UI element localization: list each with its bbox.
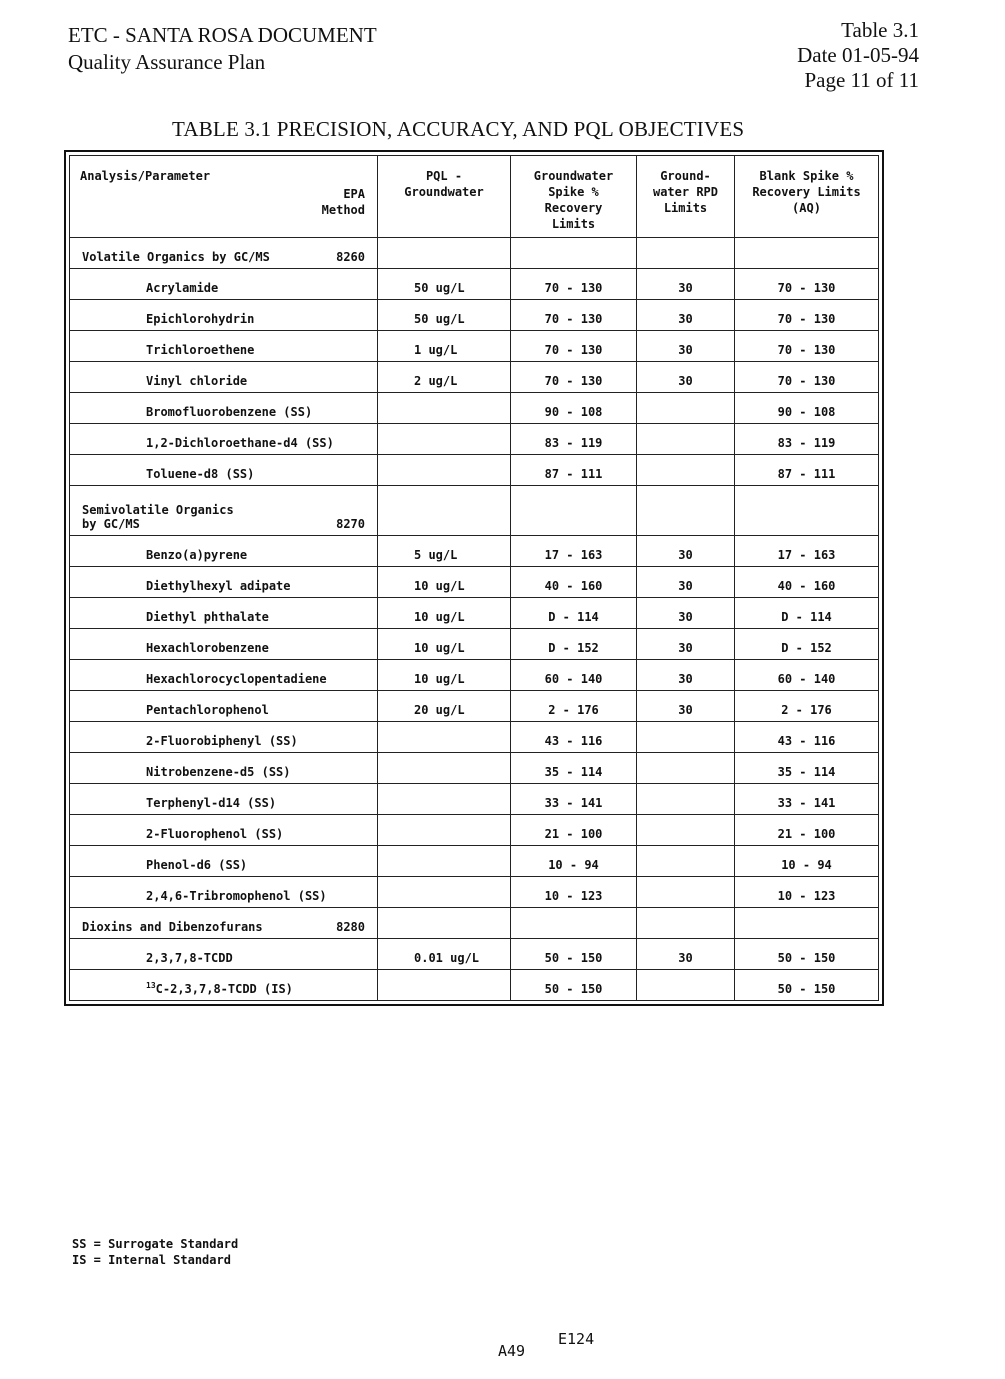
footnote-ss: SS = Surrogate Standard [72, 1237, 239, 1251]
pql-cell: 50 ug/L [378, 269, 511, 300]
table-row [70, 970, 879, 1001]
header-gw-line1: Groundwater [533, 169, 614, 183]
header-gw-spike [511, 156, 637, 238]
gw-cell: 70 - 130 [511, 362, 637, 393]
gw-cell: 10 - 123 [511, 877, 637, 908]
table-row [70, 660, 879, 691]
pql-cell [378, 424, 511, 455]
table-number: Table 3.1 [841, 18, 919, 42]
header-epa-line: EPA [343, 187, 365, 201]
pql-cell: 20 ug/L [378, 691, 511, 722]
document-subtitle: Quality Assurance Plan [68, 50, 266, 74]
blank-cell: 10 - 94 [735, 846, 879, 877]
header-rpd-line2: water RPD [652, 185, 719, 199]
footnotes [72, 1236, 238, 1268]
gw-cell: 83 - 119 [511, 424, 637, 455]
header-pql-line1: PQL - [425, 169, 463, 183]
document-header-left [68, 22, 377, 76]
blank-cell: D - 152 [735, 629, 879, 660]
pql-cell: 10 ug/L [378, 629, 511, 660]
header-gw-line3: Recovery [544, 201, 603, 215]
param-cell: Acrylamide [70, 269, 378, 300]
rpd-cell: 30 [637, 691, 735, 722]
param-cell: Diethyl phthalate [70, 598, 378, 629]
blank-cell: 70 - 130 [735, 331, 879, 362]
pql-cell: 2 ug/L [378, 362, 511, 393]
header-pql-line2: Groundwater [404, 185, 484, 199]
gw-cell: 70 - 130 [511, 300, 637, 331]
section-row-volatile [70, 238, 879, 269]
gw-cell: 17 - 163 [511, 536, 637, 567]
section-row-semivolatile [70, 486, 879, 536]
blank-cell: 35 - 114 [735, 753, 879, 784]
pql-cell [378, 722, 511, 753]
table-row [70, 455, 879, 486]
blank-cell: 40 - 160 [735, 567, 879, 598]
pql-cell [378, 784, 511, 815]
table-row [70, 567, 879, 598]
header-analysis [70, 156, 378, 238]
pql-cell: 50 ug/L [378, 300, 511, 331]
gw-cell: 33 - 141 [511, 784, 637, 815]
table-row [70, 393, 879, 424]
gw-cell: 50 - 150 [511, 939, 637, 970]
header-epa-method [322, 186, 365, 218]
header-rpd-line3: Limits [663, 201, 708, 215]
param-cell: Epichlorohydrin [70, 300, 378, 331]
table-row [70, 300, 879, 331]
param-cell: 2-Fluorobiphenyl (SS) [70, 722, 378, 753]
page-code-e124: E124 [558, 1330, 595, 1348]
table-row [70, 939, 879, 970]
header-method-line: Method [321, 203, 365, 217]
blank-cell: 87 - 111 [735, 455, 879, 486]
isotope-superscript: 13 [146, 981, 156, 990]
table-row [70, 691, 879, 722]
section-row-dioxins [70, 908, 879, 939]
blank-cell: 90 - 108 [735, 393, 879, 424]
table-row [70, 536, 879, 567]
param-cell: 2-Fluorophenol (SS) [70, 815, 378, 846]
section-method: 8280 [336, 920, 365, 934]
blank-cell: 70 - 130 [735, 269, 879, 300]
param-cell: Pentachlorophenol [70, 691, 378, 722]
rpd-cell: 30 [637, 536, 735, 567]
blank-cell: 70 - 130 [735, 300, 879, 331]
table-row [70, 846, 879, 877]
blank-cell: 70 - 130 [735, 362, 879, 393]
table-row [70, 722, 879, 753]
header-pql [378, 156, 511, 238]
rpd-cell [637, 970, 735, 1001]
blank-cell: 2 - 176 [735, 691, 879, 722]
pql-cell: 10 ug/L [378, 660, 511, 691]
pql-cell: 1 ug/L [378, 331, 511, 362]
param-cell: Terphenyl-d14 (SS) [70, 784, 378, 815]
table-header-row [70, 156, 879, 238]
section-method: 8270 [336, 517, 365, 531]
pql-cell [378, 753, 511, 784]
gw-cell: 60 - 140 [511, 660, 637, 691]
rpd-cell [637, 424, 735, 455]
rpd-cell: 30 [637, 331, 735, 362]
param-cell: Trichloroethene [70, 331, 378, 362]
header-blank-line1: Blank Spike % [759, 169, 854, 183]
gw-cell: 2 - 176 [511, 691, 637, 722]
rpd-cell [637, 753, 735, 784]
pql-cell: 5 ug/L [378, 536, 511, 567]
gw-cell: 10 - 94 [511, 846, 637, 877]
table-row [70, 362, 879, 393]
rpd-cell [637, 455, 735, 486]
pql-cell [378, 970, 511, 1001]
table-row [70, 598, 879, 629]
pql-cell: 10 ug/L [378, 598, 511, 629]
page-title: TABLE 3.1 PRECISION, ACCURACY, AND PQL OBJECTIVES [172, 117, 745, 141]
pql-cell [378, 455, 511, 486]
table-row [70, 753, 879, 784]
pql-cell: 10 ug/L [378, 567, 511, 598]
blank-cell: 21 - 100 [735, 815, 879, 846]
gw-cell: D - 114 [511, 598, 637, 629]
header-blank-line3: (AQ) [792, 201, 821, 215]
document-header-right [797, 18, 919, 93]
header-gw-line4: Limits [551, 217, 596, 231]
param-cell: Vinyl chloride [70, 362, 378, 393]
gw-cell: 40 - 160 [511, 567, 637, 598]
table-row [70, 331, 879, 362]
rpd-cell [637, 877, 735, 908]
rpd-cell: 30 [637, 567, 735, 598]
gw-cell: 70 - 130 [511, 269, 637, 300]
gw-cell: 90 - 108 [511, 393, 637, 424]
table-row [70, 784, 879, 815]
blank-cell: 10 - 123 [735, 877, 879, 908]
pql-cell [378, 815, 511, 846]
pql-cell [378, 393, 511, 424]
gw-cell: 21 - 100 [511, 815, 637, 846]
rpd-cell [637, 393, 735, 424]
param-cell: Diethylhexyl adipate [70, 567, 378, 598]
header-gw-line2: Spike % [548, 185, 599, 199]
pql-cell: 0.01 ug/L [378, 939, 511, 970]
param-cell [70, 970, 378, 1001]
footnote-is: IS = Internal Standard [72, 1253, 231, 1267]
param-cell: Nitrobenzene-d5 (SS) [70, 753, 378, 784]
rpd-cell [637, 846, 735, 877]
rpd-cell: 30 [637, 362, 735, 393]
rpd-cell: 30 [637, 269, 735, 300]
gw-cell: 50 - 150 [511, 970, 637, 1001]
page-number: Page 11 of 11 [804, 68, 919, 92]
gw-cell: 87 - 111 [511, 455, 637, 486]
table-row [70, 424, 879, 455]
rpd-cell: 30 [637, 629, 735, 660]
objectives-table-frame [64, 150, 884, 1006]
gw-cell: D - 152 [511, 629, 637, 660]
table-row [70, 629, 879, 660]
header-rpd-line1: Ground- [660, 169, 711, 183]
gw-cell: 35 - 114 [511, 753, 637, 784]
rpd-cell [637, 722, 735, 753]
section-name: Dioxins and Dibenzofurans 8280 [70, 908, 378, 939]
blank-cell: 43 - 116 [735, 722, 879, 753]
table-row [70, 269, 879, 300]
rpd-cell: 30 [637, 300, 735, 331]
param-cell: 2,3,7,8-TCDD [70, 939, 378, 970]
header-rpd [637, 156, 735, 238]
rpd-cell: 30 [637, 598, 735, 629]
header-analysis-label: Analysis/Parameter [80, 169, 211, 183]
section-method: 8260 [336, 250, 365, 264]
table-row [70, 877, 879, 908]
blank-cell: 83 - 119 [735, 424, 879, 455]
section-name: Volatile Organics by GC/MS 8260 [70, 238, 378, 269]
header-blank-spike [735, 156, 879, 238]
param-cell: 2,4,6-Tribromophenol (SS) [70, 877, 378, 908]
param-cell: Toluene-d8 (SS) [70, 455, 378, 486]
table-row [70, 815, 879, 846]
section-name-line1: Semivolatile Organics [82, 503, 234, 517]
document-date: Date 01-05-94 [797, 43, 919, 67]
blank-cell: 33 - 141 [735, 784, 879, 815]
rpd-cell: 30 [637, 660, 735, 691]
param-cell: Hexachlorocyclopentadiene [70, 660, 378, 691]
blank-cell: 50 - 150 [735, 970, 879, 1001]
gw-cell: 70 - 130 [511, 331, 637, 362]
section-name [70, 486, 378, 536]
gw-cell: 43 - 116 [511, 722, 637, 753]
param-cell: Hexachlorobenzene [70, 629, 378, 660]
document-name: ETC - SANTA ROSA DOCUMENT [68, 23, 377, 47]
page-code-a49: A49 [498, 1342, 526, 1360]
header-blank-line2: Recovery Limits [752, 185, 861, 199]
pql-cell [378, 877, 511, 908]
objectives-table [69, 155, 879, 1001]
rpd-cell: 30 [637, 939, 735, 970]
param-cell: Benzo(a)pyrene [70, 536, 378, 567]
param-cell: Phenol-d6 (SS) [70, 846, 378, 877]
param-cell: 1,2-Dichloroethane-d4 (SS) [70, 424, 378, 455]
blank-cell: 17 - 163 [735, 536, 879, 567]
section-name-line2: by GC/MS [82, 517, 140, 531]
pql-cell [378, 846, 511, 877]
param-cell: Bromofluorobenzene (SS) [70, 393, 378, 424]
rpd-cell [637, 815, 735, 846]
blank-cell: 50 - 150 [735, 939, 879, 970]
rpd-cell [637, 784, 735, 815]
blank-cell: D - 114 [735, 598, 879, 629]
blank-cell: 60 - 140 [735, 660, 879, 691]
param-text: C-2,3,7,8-TCDD (IS) [155, 982, 293, 996]
